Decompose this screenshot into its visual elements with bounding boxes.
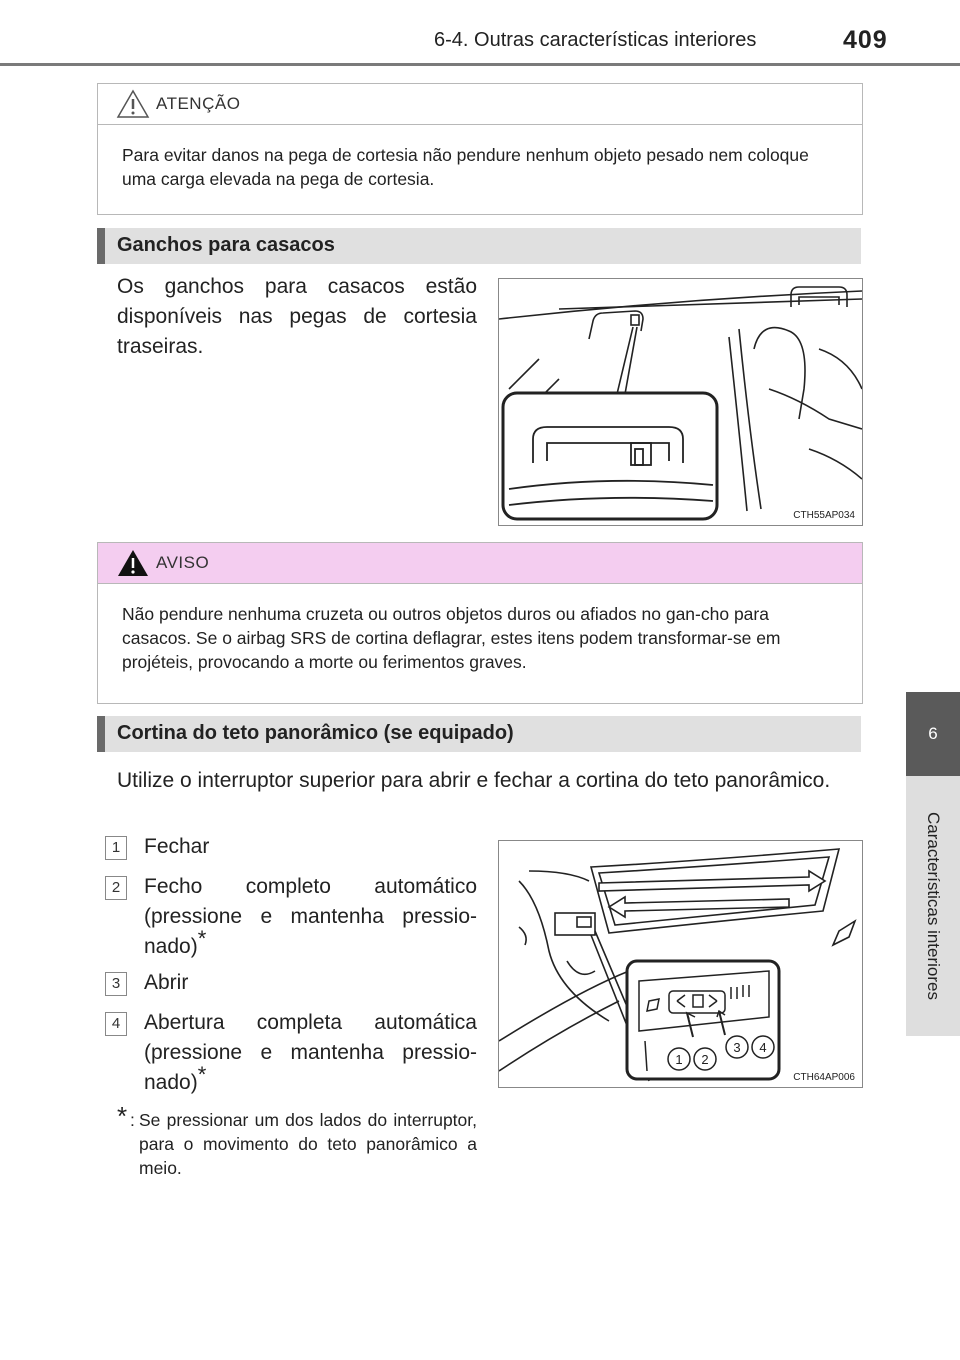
section-title-sunshade [97, 716, 861, 752]
page-number: 409 [843, 26, 888, 54]
callout-4: 4 [759, 1040, 767, 1055]
chapter-title: Características interiores [924, 811, 943, 1001]
footnote-text: Se pressionar um dos lados do interruptor, para o movimento do teto panorâmico a meio. [139, 1110, 477, 1178]
figure-code: CTH55AP034 [793, 510, 855, 521]
running-header: 6-4. Outras características interiores [434, 29, 757, 51]
chapter-title-tab [906, 776, 960, 1036]
item-text: Fechar [144, 835, 210, 858]
coat-hook-figure [498, 278, 863, 526]
list-item [105, 832, 477, 862]
callout-1: 1 [675, 1052, 683, 1067]
asterisk-marker: * [197, 926, 207, 951]
item-number: 3 [105, 972, 127, 996]
attention-header [98, 84, 862, 125]
asterisk-marker: * [197, 1062, 207, 1087]
sunshade-figure [498, 840, 863, 1088]
attention-box [97, 83, 863, 215]
callout-2: 2 [701, 1052, 709, 1067]
footnote: * : Se pressionar um dos lados do interruptor, para o movimento do teto panorâmico a meio. [117, 1101, 477, 1178]
footnote-marker: * [117, 1101, 128, 1131]
section-title-text: Cortina do teto panorâmico (se equipado) [117, 722, 514, 744]
warning-label: AVISO [156, 553, 210, 572]
item-number: 2 [105, 876, 127, 900]
warning-filled-icon [116, 548, 150, 578]
coat-hooks-paragraph: Os ganchos para casacos estão disponíveis nas pegas de cortesia traseiras. [117, 275, 477, 358]
warning-header [98, 543, 862, 584]
list-item [105, 968, 477, 998]
warning-outline-icon [116, 89, 150, 119]
attention-text: Para evitar danos na pega de cortesia não pendure nenhum objeto pesado nem coloque uma carga elevada na pega de cortesia. [122, 145, 809, 189]
item-number: 1 [105, 836, 127, 860]
sunshade-illustration [499, 841, 862, 1087]
chapter-number-tab: 6 [906, 692, 960, 776]
section-title-coat-hooks [97, 228, 861, 264]
header-rule [0, 63, 960, 66]
attention-label: ATENÇÃO [156, 94, 241, 113]
figure-code: CTH64AP006 [793, 1072, 855, 1083]
coat-hook-illustration [499, 279, 862, 525]
warning-box [97, 542, 863, 704]
callout-3: 3 [733, 1040, 741, 1055]
list-item [105, 1008, 477, 1098]
item-text: Abrir [144, 971, 189, 994]
item-text: Abertura completa automática (pressione e mantenha pressio-nado)* [144, 1011, 477, 1094]
item-number: 4 [105, 1012, 127, 1036]
warning-text: Não pendure nenhuma cruzeta ou outros objetos duros ou afiados no gan-cho para casacos. Se o airbag SRS de cortina deflagrar, estes itens podem transformar-se em projéteis, provocando a morte ou ferimentos graves. [122, 604, 781, 672]
item-text: Fecho completo automático (pressione e mantenha pressio-nado)* [144, 875, 477, 958]
list-item [105, 872, 477, 962]
sunshade-paragraph: Utilize o interruptor superior para abrir e fechar a cortina do teto panorâmico. [117, 769, 831, 792]
section-title-text: Ganchos para casacos [117, 234, 335, 256]
